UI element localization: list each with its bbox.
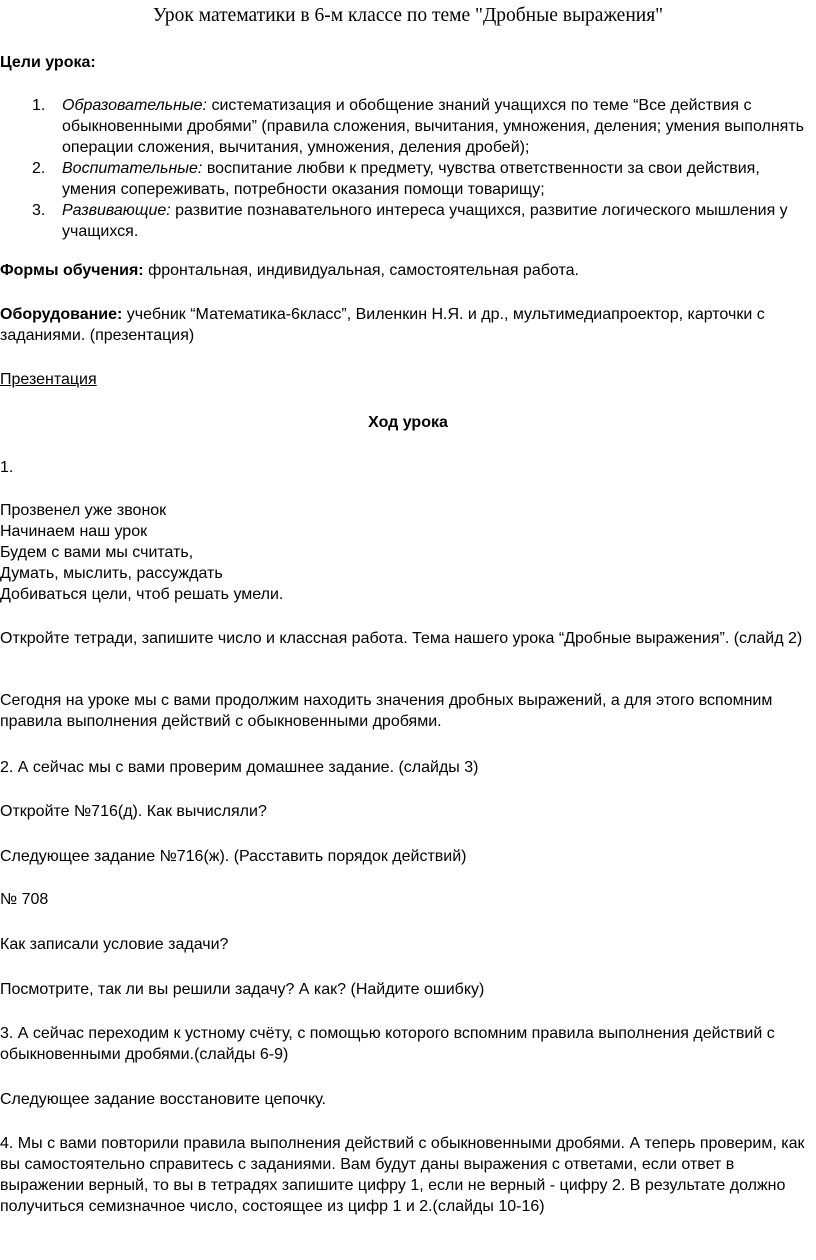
paragraph-open-notebooks: Откройте тетради, запишите число и классная работа. Тема нашего урока “Дробные выражения”. (слайд 2) [0, 630, 803, 647]
paragraph-716d: Откройте №716(д). Как вычисляли? [0, 803, 267, 820]
paragraph-708: № 708 [0, 891, 49, 908]
presentation-link[interactable]: Презентация [0, 371, 97, 388]
goal-number: 1. [32, 97, 46, 114]
goals-heading: Цели урока: [0, 54, 96, 71]
goal-item [32, 158, 805, 200]
forms-paragraph [0, 260, 808, 281]
paragraph-chain: Следующее задание восстановите цепочку. [0, 1091, 326, 1108]
poem-line: Добиваться цели, чтоб решать умели. [0, 586, 284, 603]
goal-item [32, 200, 805, 242]
paragraph-self-check: 4. Мы с вами повторили правила выполнения действий с обыкновенными дробями. А теперь проверим, как вы самостоятельно справитесь с заданиями. Вам будут даны выражения с ответами, если ответ в выражении верный, то вы в тетрадях запишите цифру 1, если не верный - цифру 2. В результате должно получиться семизначное число, состоящее из цифр 1 и 2.(слайды 10-16) [0, 1135, 805, 1215]
paragraph-condition: Как записали условие задачи? [0, 936, 229, 953]
forms-text: фронтальная, индивидуальная, самостоятельная работа. [143, 262, 579, 279]
poem-line: Начинаем наш урок [0, 523, 148, 540]
poem [0, 500, 808, 605]
equipment-text: учебник “Математика-6класс”, Виленкин Н.Я. и др., мультимедиапроектор, карточки с заданиями. (презентация) [0, 306, 765, 344]
paragraph-homework: 2. А сейчас мы с вами проверим домашнее задание. (слайды 3) [0, 759, 479, 776]
page-title: Урок математики в 6-м классе по теме "Дробные выражения" [152, 5, 664, 26]
goal-label: Воспитательные: [62, 160, 203, 177]
goal-item [32, 95, 805, 158]
goal-number: 2. [32, 160, 46, 177]
equipment-label: Оборудование: [0, 306, 123, 323]
poem-line: Прозвенел уже звонок [0, 502, 167, 519]
equipment-paragraph [0, 304, 790, 346]
paragraph-oral-count: 3. А сейчас переходим к устному счёту, с помощью которого вспомним правила выполнения действий с обыкновенными дробями.(слайды 6-9) [0, 1025, 775, 1063]
goals-list [0, 95, 805, 242]
presentation-link-line [0, 369, 97, 390]
section-number: 1. [0, 459, 14, 476]
paragraph-today: Сегодня на уроке мы с вами продолжим находить значения дробных выражений, а для этого вспомним правила выполнения действий с обыкновенными дробями. [0, 692, 773, 730]
goal-text: воспитание любви к предмету, чувства ответственности за свои действия, умения сопереживать, потребности оказания помощи товарищу; [62, 160, 760, 198]
goal-number: 3. [32, 202, 46, 219]
forms-label: Формы обучения: [0, 262, 144, 279]
goal-text: систематизация и обобщение знаний учащихся по теме “Все действия с обыкновенными дробями” (правила сложения, вычитания, умножения, деления; умения выполнять операции сложения, вычитания, умножения, деления дробей); [62, 97, 804, 156]
paragraph-716zh: Следующее задание №716(ж). (Расставить порядок действий) [0, 848, 467, 865]
goal-text: развитие познавательного интереса учащихся, развитие логического мышления у учащихся. [62, 202, 788, 240]
poem-line: Будем с вами мы считать, [0, 544, 194, 561]
lesson-heading: Ход урока [368, 414, 448, 431]
goal-label: Развивающие: [62, 202, 171, 219]
poem-line: Думать, мыслить, рассуждать [0, 565, 223, 582]
goal-label: Образовательные: [62, 97, 207, 114]
paragraph-check-task: Посмотрите, так ли вы решили задачу? А как? (Найдите ошибку) [0, 981, 485, 998]
